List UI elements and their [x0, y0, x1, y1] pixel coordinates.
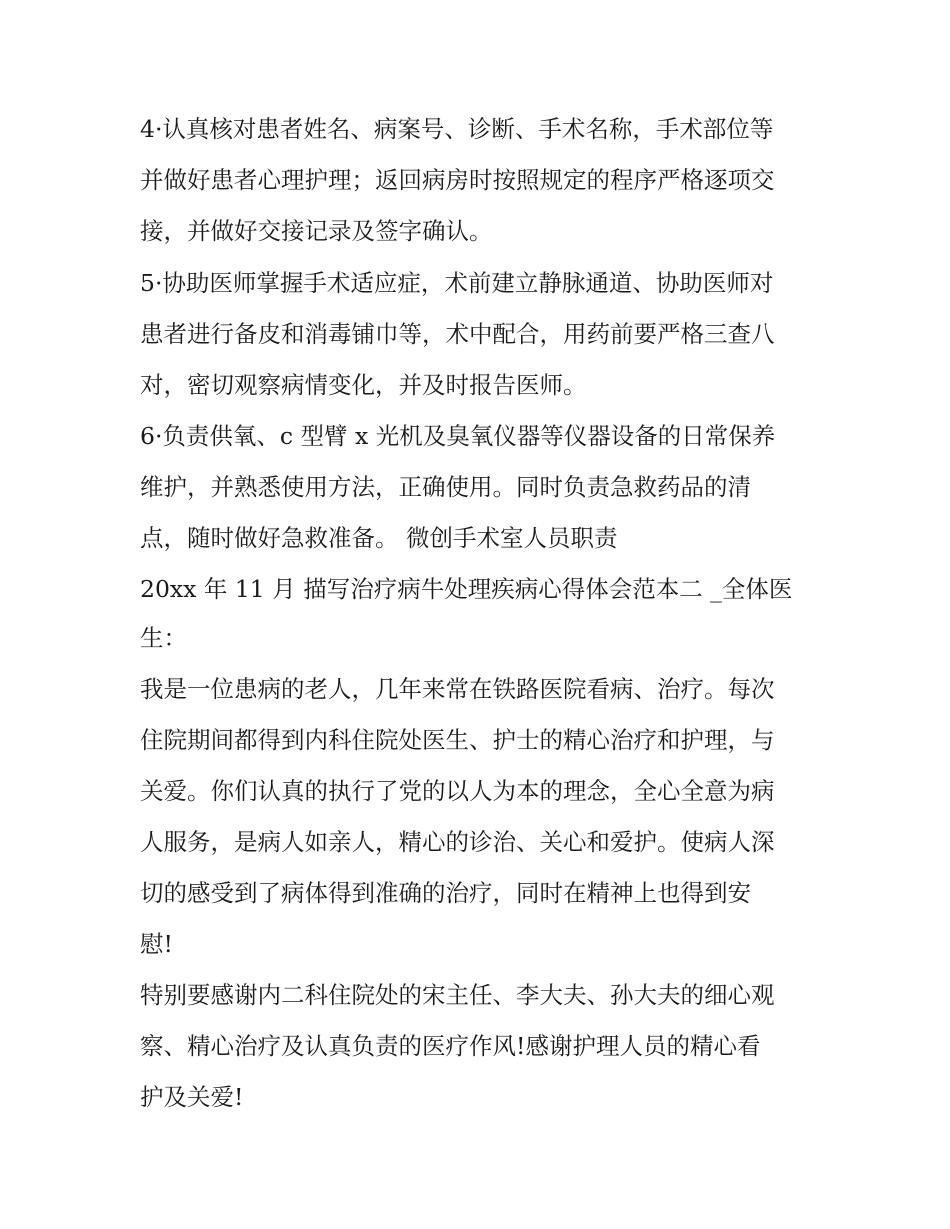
text-line: 人服务，是病人如亲人，精心的诊治、关心和爱护。使病人深 — [140, 828, 775, 856]
text-line: 生： — [140, 624, 187, 652]
text-line: 住院期间都得到内科住院处医生、护士的精心治疗和护理，与 — [140, 726, 775, 754]
text-line: 20xx 年 11 月 描写治疗病牛处理疾病心得体会范本二 _全体医 — [140, 575, 793, 603]
text-line: 察、精心治疗及认真负责的医疗作风!感谢护理人员的精心看 — [140, 1032, 761, 1060]
text-line: 我是一位患病的老人，几年来常在铁路医院看病、治疗。每次 — [140, 675, 775, 703]
text-line: 5·协助医师掌握手术适应症，术前建立静脉通道、协助医师对 — [140, 269, 774, 297]
text-line: 对，密切观察病情变化，并及时报告医师。 — [140, 371, 587, 399]
text-line: 切的感受到了病体得到准确的治疗，同时在精神上也得到安 — [140, 879, 751, 907]
text-line: 关爱。你们认真的执行了党的以人为本的理念，全心全意为病 — [140, 777, 775, 805]
text-line: 6·负责供氧、c 型臂 x 光机及臭氧仪器等仪器设备的日常保养 — [140, 422, 776, 450]
text-line: 慰! — [140, 930, 173, 958]
text-line: 接，并做好交接记录及签字确认。 — [140, 217, 493, 245]
text-line: 4·认真核对患者姓名、病案号、诊断、手术名称，手术部位等 — [140, 115, 774, 143]
text-line: 护及关爱! — [140, 1083, 244, 1111]
text-line: 并做好患者心理护理；返回病房时按照规定的程序严格逐项交 — [140, 166, 775, 194]
text-line: 患者进行备皮和消毒铺巾等，术中配合，用药前要严格三查八 — [140, 320, 775, 348]
text-line: 维护，并熟悉使用方法，正确使用。同时负责急救药品的清 — [140, 473, 751, 501]
text-line: 特别要感谢内二科住院处的宋主任、李大夫、孙大夫的细心观 — [140, 981, 775, 1009]
text-line: 点，随时做好急救准备。 微创手术室人员职责 — [140, 524, 618, 552]
